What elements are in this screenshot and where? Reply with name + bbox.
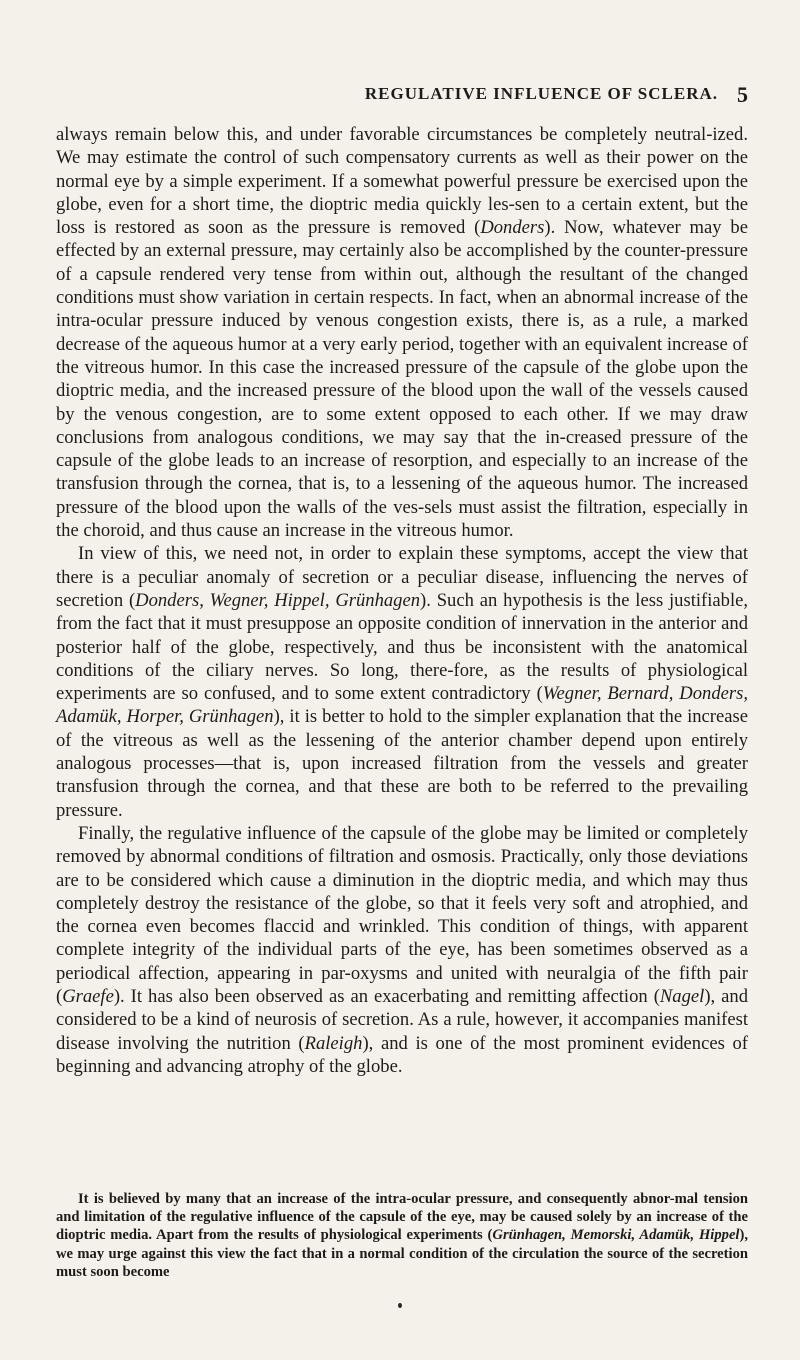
footnote <box>56 1190 748 1281</box>
text-run: ), it is better to hold to the simpler explanation that the increase of the vitreous as well as the lessening of the anterior chamber depend upon entirely analogous processes—that is, upon increased filtration from the vessels and greater transfusion through the cornea, and that these are both to be referred to the prevailing pressure. <box>56 706 748 821</box>
text-run: ). It has also been observed as an exacerbating and remitting affection ( <box>113 985 660 1007</box>
running-title: REGULATIVE INFLUENCE OF SCLERA. <box>364 84 718 103</box>
body-text <box>56 123 748 1078</box>
author-citation: Raleigh <box>304 1032 363 1054</box>
paragraph <box>56 123 748 542</box>
paragraph <box>56 542 748 822</box>
text-run: ), and considered to be a kind of neurosis of secretion. As a rule, however, it accompanies manifest disease involving the nutrition ( <box>56 985 748 1054</box>
footnote-text <box>56 1190 748 1281</box>
author-citation: Graefe <box>62 985 114 1007</box>
text-run: Finally, the regulative influence of the capsule of the globe may be limited or completely removed by abnormal conditions of filtration and osmosis. Practically, only those deviations are to be considered which cause a diminution in the dioptric media, and which may thus completely destroy the resistance of the globe, so that it feels very soft and atrophied, and the cornea even becomes flaccid and wrinkled. This condition of things, with apparent complete integrity of the individual parts of the eye, has been sometimes observed as a periodical affection, appearing in par-oxysms and united with neuralgia of the fifth pair ( <box>56 822 748 1007</box>
author-citation: Donders <box>480 217 545 239</box>
author-citation: Wegner, Bernard, Donders, Adamük, Horper, Grünhagen <box>56 683 748 728</box>
author-citation: Grünhagen, Memorski, Adamük, Hippel <box>492 1227 740 1244</box>
text-run: ), and is one of the most prominent evidences of beginning and advancing atrophy of the globe. <box>56 1032 748 1077</box>
paragraph <box>56 822 748 1078</box>
text-run: It is believed by many that an increase of the intra-ocular pressure, and consequently abnor-mal tension and limitation of the regulative influence of the capsule of the eye, may be caused solely by an increase of the dioptric media. Apart from the results of physiological experiments ( <box>56 1191 748 1244</box>
author-citation: Nagel <box>659 985 705 1007</box>
page-header <box>56 84 748 112</box>
author-citation: Donders, Wegner, Hippel, Grünhagen <box>135 589 421 611</box>
page-number: 5 <box>737 82 748 107</box>
text-run: ). Now, whatever may be effected by an external pressure, may certainly also be accomplished by the counter-pressure of a capsule rendered very tense from within out, although the resultant of the changed conditions must show variation in certain respects. In fact, when an abnormal increase of the intra-ocular pressure induced by venous congestion exists, there is, as a rule, a marked decrease of the aqueous humor at a very early period, together with an equivalent increase of the vitreous humor. In this case the increased pressure of the capsule of the globe upon the dioptric media, and the increased pressure of the blood upon the wall of the vessels caused by the venous congestion, are to some extent opposed to each other. If we may draw conclusions from analogous conditions, we may say that the in-creased pressure of the capsule of the globe leads to an increase of resorption, and especially to an increase of the transfusion through the cornea, that is, to a lessening of the aqueous humor. The increased pressure of the blood upon the walls of the ves-sels must assist the filtration, especially in the choroid, and thus cause an increase in the vitreous humor. <box>56 217 748 542</box>
text-run: ). Such an hypothesis is the less justifiable, from the fact that it must presuppose an opposite condition of innervation in the anterior and posterior half of the globe, respectively, and thus be inconsistent with the anatomical conditions of the ciliary nerves. So long, there-fore, as the results of physiological experiments are so confused, and to some extent contradictory ( <box>56 589 749 705</box>
print-mark <box>398 1303 402 1308</box>
text-run: always remain below this, and under favorable circumstances be completely neutral-ized. We may estimate the control of such compensatory currents as well as their power on the normal eye by a simple experiment. If a somewhat powerful pressure be exercised upon the globe, even for a short time, the dioptric media quickly les-sen to a certain extent, but the loss is restored as soon as the pressure is removed ( <box>56 124 748 239</box>
text-run: In view of this, we need not, in order to explain these symptoms, accept the view that there is a peculiar anomaly of secretion or a peculiar disease, influencing the nerves of secretion ( <box>56 543 748 611</box>
text-run: ), we may urge against this view the fact that in a normal condition of the circulation the source of the secretion must soon become <box>56 1227 748 1280</box>
